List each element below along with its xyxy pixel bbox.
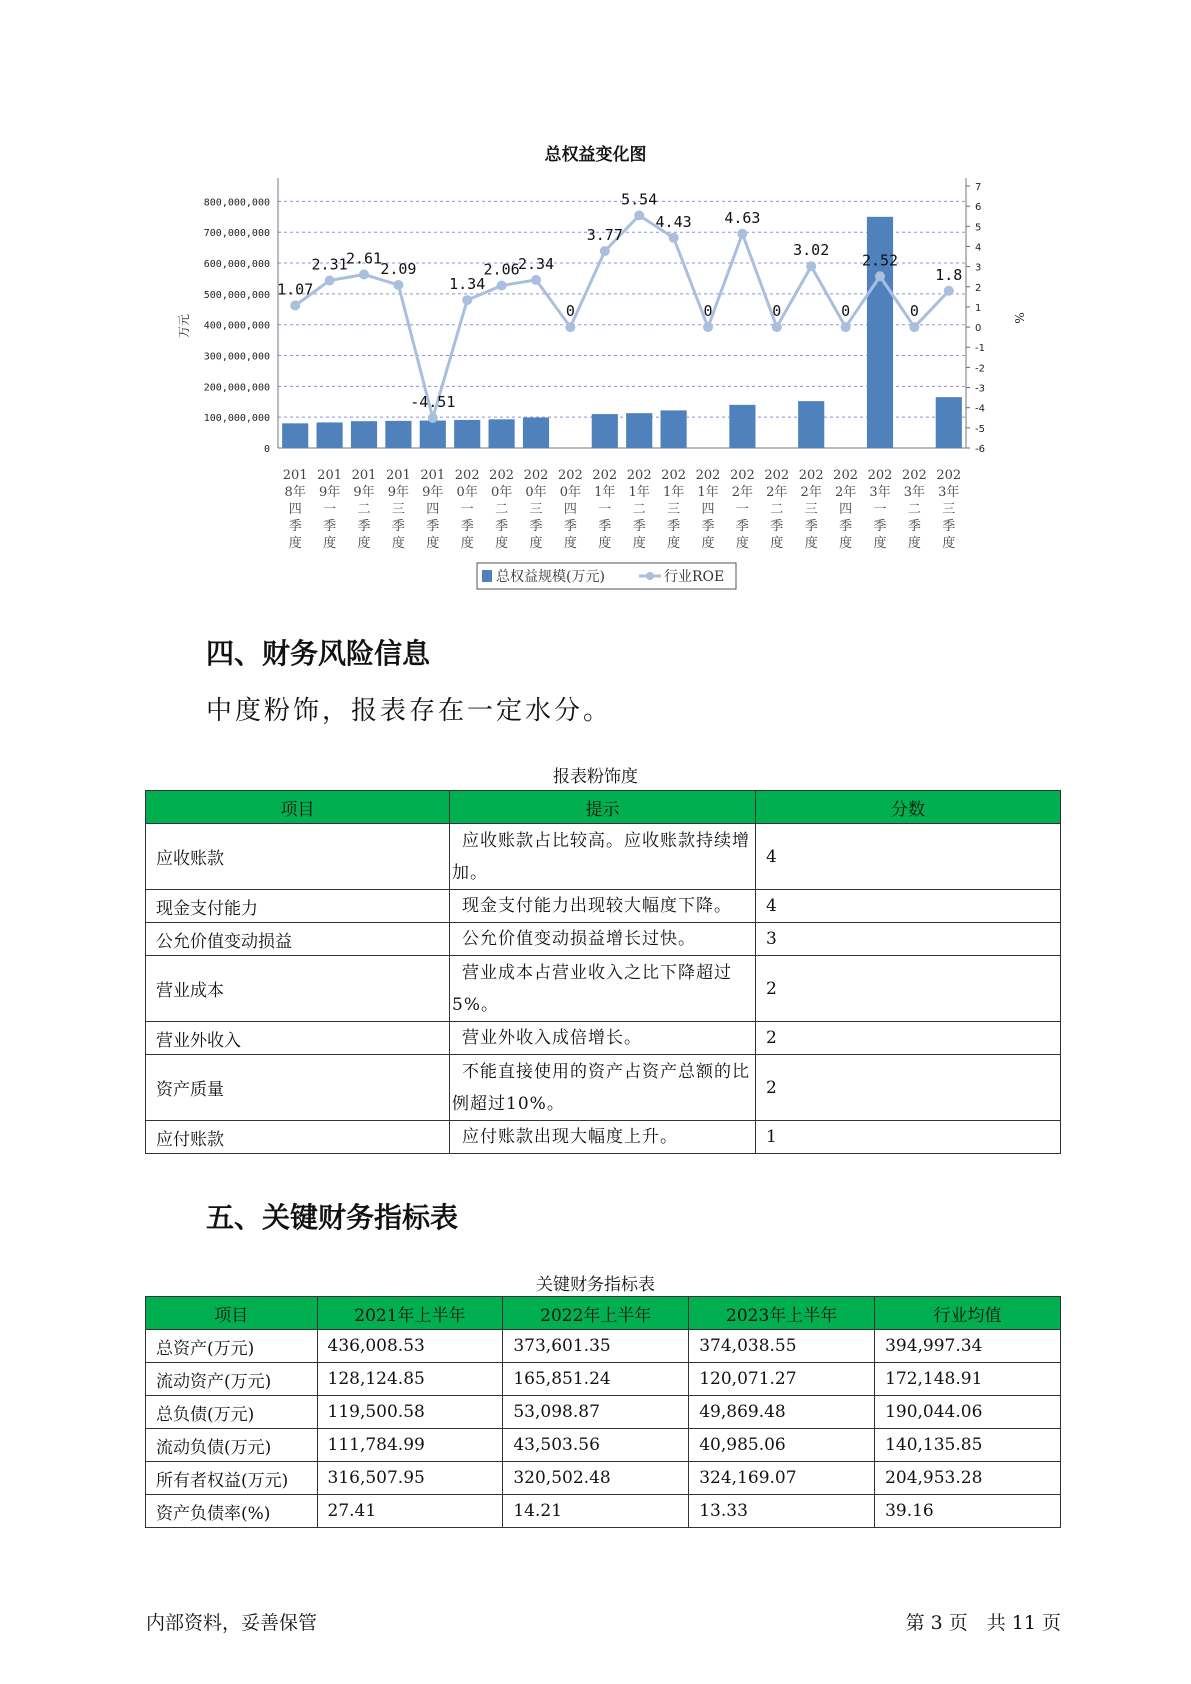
risk-table-row (146, 890, 1061, 923)
roe-data-label: 2.61 (345, 249, 383, 268)
metrics-table-row (146, 1462, 1061, 1495)
x-category-label: 度 (529, 536, 543, 551)
roe-data-label: 4.63 (724, 208, 761, 227)
x-category-label: 度 (357, 536, 371, 551)
x-category-label: 季 (735, 519, 749, 534)
x-category-label: 0年 (559, 485, 582, 500)
x-category-label: 度 (770, 536, 784, 551)
x-category-label: 1年 (594, 485, 616, 500)
roe-data-label: 4.43 (655, 212, 692, 231)
x-category-label: 二 (770, 502, 784, 517)
risk-score-cell: 4 (756, 824, 1061, 890)
x-category-label: 0年 (456, 485, 478, 500)
right-tick-label: -4 (975, 403, 985, 415)
x-category-label: 202 (557, 468, 583, 483)
right-tick-label: -5 (975, 423, 985, 435)
roe-data-label: 2.09 (380, 259, 417, 278)
x-category-label: 季 (907, 519, 921, 534)
roe-point (841, 322, 851, 332)
roe-data-label: 2.52 (861, 251, 899, 270)
x-category-label: 9年 (387, 485, 410, 500)
x-category-label: 季 (632, 519, 646, 534)
right-tick-label: 2 (975, 282, 982, 294)
x-category-label: 9年 (353, 485, 375, 500)
x-category-label: 3年 (938, 485, 960, 500)
x-category-label: 9年 (318, 485, 341, 500)
metric-value-cell: 374,038.55 (689, 1330, 875, 1363)
x-category-label: 季 (460, 519, 474, 534)
metrics-table-row (146, 1495, 1061, 1528)
roe-point (703, 322, 713, 332)
x-category-label: 二 (495, 502, 509, 517)
risk-score-cell: 2 (756, 1022, 1061, 1055)
risk-item-cell: 营业外收入 (146, 1022, 450, 1055)
risk-hint-cell: 现金支付能力出现较大幅度下降。 (450, 890, 756, 923)
x-category-label: 季 (288, 519, 302, 534)
x-category-label: 季 (391, 519, 405, 534)
roe-data-label: 0 (565, 302, 575, 321)
risk-table-header-cell: 分数 (756, 791, 1061, 824)
x-category-label: 202 (695, 468, 721, 483)
risk-table (145, 790, 1061, 1154)
metric-value-cell: 165,851.24 (503, 1363, 689, 1396)
risk-table-header (146, 791, 1061, 824)
roe-point (600, 246, 610, 256)
risk-summary: 中度粉饰，报表存在一定水分。 (206, 696, 613, 726)
roe-data-label: -4.51 (410, 392, 456, 411)
roe-point (669, 233, 679, 243)
risk-table-row (146, 1022, 1061, 1055)
bar (798, 401, 824, 448)
roe-point (634, 210, 644, 220)
left-axis-title: 万元 (177, 313, 191, 339)
metric-value-cell: 320,502.48 (503, 1462, 689, 1495)
x-category-label: 1年 (628, 485, 650, 500)
roe-point (772, 322, 782, 332)
legend-line-marker (646, 572, 654, 580)
risk-table-header-cell: 提示 (450, 791, 756, 824)
x-category-label: 度 (391, 536, 405, 551)
x-category-label: 202 (592, 468, 618, 483)
bar (523, 417, 549, 448)
right-tick-label: 0 (975, 323, 982, 335)
left-tick-label: 100,000,000 (203, 413, 270, 425)
x-category-label: 季 (839, 519, 853, 534)
metric-name-cell: 所有者权益(万元) (146, 1462, 318, 1495)
x-category-label: 度 (701, 536, 715, 551)
x-category-label: 2年 (766, 485, 788, 500)
risk-hint-cell: 应收账款占比较高。应收账款持续增加。 (450, 824, 756, 890)
roe-point (565, 322, 575, 332)
metrics-table-row (146, 1330, 1061, 1363)
risk-item-cell: 应收账款 (146, 824, 450, 890)
x-category-label: 季 (770, 519, 784, 534)
x-category-label: 202 (764, 468, 790, 483)
metric-value-cell: 316,507.95 (317, 1462, 503, 1495)
right-tick-label: 4 (975, 242, 982, 254)
x-category-label: 1年 (697, 485, 719, 500)
metrics-table-row (146, 1396, 1061, 1429)
metric-value-cell: 190,044.06 (875, 1396, 1061, 1429)
right-tick-label: -2 (975, 363, 985, 375)
risk-table-row (146, 1121, 1061, 1154)
x-category-label: 1年 (662, 485, 685, 500)
x-category-label: 度 (563, 536, 577, 551)
metrics-table-row (146, 1429, 1061, 1462)
x-category-label: 三 (391, 502, 405, 517)
bar (385, 421, 411, 448)
risk-hint-cell: 应付账款出现大幅度上升。 (450, 1121, 756, 1154)
bar (317, 422, 343, 448)
risk-item-cell: 公允价值变动损益 (146, 923, 450, 956)
metrics-table-header-cell: 行业均值 (875, 1297, 1061, 1330)
risk-hint-cell: 营业外收入成倍增长。 (450, 1022, 756, 1055)
x-category-label: 202 (798, 468, 824, 483)
roe-point (944, 286, 954, 296)
bar (454, 420, 480, 448)
x-category-label: 一 (873, 502, 887, 517)
x-category-label: 三 (529, 502, 543, 517)
metric-value-cell: 27.41 (317, 1495, 503, 1528)
metric-value-cell: 14.21 (503, 1495, 689, 1528)
metric-value-cell: 13.33 (689, 1495, 875, 1528)
roe-point (737, 229, 747, 239)
bar (626, 413, 652, 448)
bar (420, 421, 446, 448)
metric-value-cell: 120,071.27 (689, 1363, 875, 1396)
x-category-label: 四 (839, 502, 853, 517)
metric-value-cell: 39.16 (875, 1495, 1061, 1528)
x-category-label: 202 (626, 468, 652, 483)
right-axis-title: % (1012, 312, 1026, 324)
x-category-label: 度 (735, 536, 749, 551)
roe-data-label: 0 (772, 302, 782, 321)
roe-point (909, 322, 919, 332)
x-category-label: 202 (729, 468, 755, 483)
roe-data-label: 0 (841, 302, 851, 321)
roe-data-label: 0 (703, 302, 713, 321)
risk-score-cell: 3 (756, 923, 1061, 956)
roe-data-label: 1.07 (277, 280, 314, 299)
x-category-label: 季 (357, 519, 371, 534)
x-category-label: 度 (460, 536, 474, 551)
roe-point (290, 301, 300, 311)
left-tick-label: 300,000,000 (203, 351, 270, 363)
roe-data-label: 3.77 (586, 226, 623, 245)
bar (489, 419, 515, 448)
x-category-label: 季 (495, 519, 509, 534)
x-category-label: 度 (667, 536, 681, 551)
left-tick-label: 600,000,000 (203, 259, 270, 271)
right-tick-label: -3 (975, 383, 985, 395)
x-category-label: 一 (460, 502, 474, 517)
left-tick-label: 0 (263, 444, 270, 455)
x-category-label: 四 (288, 502, 302, 517)
metric-value-cell: 172,148.91 (875, 1363, 1061, 1396)
metrics-table-header-cell: 2023年上半年 (689, 1297, 875, 1330)
x-category-label: 二 (907, 502, 921, 517)
x-category-label: 8年 (284, 485, 306, 500)
roe-data-label: 2.06 (483, 260, 520, 279)
roe-point (806, 261, 816, 271)
left-tick-label: 500,000,000 (203, 289, 270, 301)
metric-name-cell: 总负债(万元) (146, 1396, 318, 1429)
roe-data-label: 2.31 (311, 255, 348, 274)
x-category-label: 三 (804, 502, 818, 517)
right-tick-label: 5 (975, 222, 982, 234)
left-tick-label: 700,000,000 (203, 228, 270, 240)
roe-point (359, 269, 369, 279)
x-category-label: 季 (426, 519, 440, 534)
metric-name-cell: 流动资产(万元) (146, 1363, 318, 1396)
metrics-table (145, 1296, 1061, 1528)
x-category-label: 2年 (731, 485, 754, 500)
x-category-label: 0年 (525, 485, 547, 500)
x-category-label: 季 (873, 519, 887, 534)
metric-value-cell: 43,503.56 (503, 1429, 689, 1462)
x-category-label: 度 (495, 536, 509, 551)
metric-value-cell: 40,985.06 (689, 1429, 875, 1462)
chart-title: 总权益变化图 (544, 145, 647, 165)
metric-value-cell: 49,869.48 (689, 1396, 875, 1429)
x-category-label: 2年 (800, 485, 822, 500)
metric-value-cell: 373,601.35 (503, 1330, 689, 1363)
right-tick-label: 3 (975, 262, 982, 274)
equity-change-chart (0, 0, 1191, 600)
x-category-label: 度 (804, 536, 818, 551)
x-category-label: 201 (351, 468, 377, 483)
metrics-table-header-cell: 项目 (146, 1297, 318, 1330)
bar (351, 421, 377, 448)
x-category-label: 季 (563, 519, 577, 534)
x-category-label: 202 (867, 468, 893, 483)
x-category-label: 季 (667, 519, 681, 534)
footer-page-number: 第 3 页 共 11 页 (905, 1612, 1061, 1634)
x-category-label: 三 (667, 502, 681, 517)
roe-point (875, 271, 885, 281)
metric-value-cell: 53,098.87 (503, 1396, 689, 1429)
x-category-label: 9年 (422, 485, 444, 500)
metric-value-cell: 111,784.99 (317, 1429, 503, 1462)
x-category-label: 度 (873, 536, 887, 551)
x-category-label: 季 (701, 519, 715, 534)
metrics-table-header (146, 1297, 1061, 1330)
roe-data-label: 2.34 (517, 254, 555, 273)
x-category-label: 一 (323, 502, 337, 517)
roe-point (531, 275, 541, 285)
x-category-label: 201 (282, 468, 308, 483)
risk-item-cell: 现金支付能力 (146, 890, 450, 923)
risk-score-cell: 2 (756, 956, 1061, 1022)
x-category-label: 季 (529, 519, 543, 534)
x-category-label: 季 (804, 519, 818, 534)
risk-score-cell: 1 (756, 1121, 1061, 1154)
bar (936, 397, 962, 448)
right-tick-label: -1 (975, 343, 985, 355)
risk-hint-cell: 公允价值变动损益增长过快。 (450, 923, 756, 956)
x-category-label: 202 (901, 468, 927, 483)
risk-hint-cell: 营业成本占营业收入之比下降超过5%。 (450, 956, 756, 1022)
legend-line-label: 行业ROE (664, 569, 725, 585)
x-category-label: 度 (907, 536, 921, 551)
roe-point (497, 281, 507, 291)
roe-data-label: 3.02 (793, 241, 830, 260)
x-category-label: 201 (317, 468, 343, 483)
bar (661, 410, 687, 448)
risk-item-cell: 应付账款 (146, 1121, 450, 1154)
roe-point (393, 280, 403, 290)
roe-point (462, 295, 472, 305)
roe-data-label: 5.54 (621, 190, 658, 209)
x-category-label: 度 (632, 536, 646, 551)
left-tick-label: 400,000,000 (203, 320, 270, 332)
x-category-label: 季 (323, 519, 337, 534)
x-category-label: 季 (598, 519, 612, 534)
bar (729, 405, 755, 448)
roe-data-label: 0 (909, 302, 919, 321)
risk-table-row (146, 923, 1061, 956)
x-category-label: 202 (489, 468, 515, 483)
x-category-label: 度 (426, 536, 440, 551)
risk-table-row (146, 824, 1061, 890)
x-category-label: 四 (701, 502, 715, 517)
metric-name-cell: 资产负债率(%) (146, 1495, 318, 1528)
metrics-table-header-cell: 2022年上半年 (503, 1297, 689, 1330)
x-category-label: 度 (323, 536, 337, 551)
left-tick-label: 800,000,000 (203, 197, 270, 209)
risk-table-row (146, 956, 1061, 1022)
risk-item-cell: 营业成本 (146, 956, 450, 1022)
right-tick-label: 7 (975, 182, 982, 193)
risk-item-cell: 资产质量 (146, 1055, 450, 1121)
section5-heading: 五、关键财务指标表 (206, 1201, 459, 1234)
x-category-label: 四 (563, 502, 577, 517)
metric-value-cell: 436,008.53 (317, 1330, 503, 1363)
footer-confidential: 内部资料，妥善保管 (146, 1612, 318, 1634)
right-tick-label: 1 (975, 302, 982, 314)
legend-bar-swatch (482, 570, 492, 582)
risk-score-cell: 4 (756, 890, 1061, 923)
x-category-label: 3年 (869, 485, 891, 500)
roe-line (295, 212, 949, 418)
risk-table-header-cell: 项目 (146, 791, 450, 824)
bar (282, 423, 308, 448)
roe-point (325, 276, 335, 286)
x-category-label: 202 (454, 468, 480, 483)
right-tick-label: 6 (975, 202, 982, 214)
metric-value-cell: 324,169.07 (689, 1462, 875, 1495)
metric-name-cell: 总资产(万元) (146, 1330, 318, 1363)
metric-value-cell: 140,135.85 (875, 1429, 1061, 1462)
metric-name-cell: 流动负债(万元) (146, 1429, 318, 1462)
x-category-label: 二 (357, 502, 371, 517)
metric-value-cell: 119,500.58 (317, 1396, 503, 1429)
metric-value-cell: 204,953.28 (875, 1462, 1061, 1495)
x-category-label: 季 (942, 519, 956, 534)
x-category-label: 201 (385, 468, 411, 483)
x-category-label: 2年 (834, 485, 857, 500)
x-category-label: 度 (942, 536, 956, 551)
metric-value-cell: 128,124.85 (317, 1363, 503, 1396)
x-category-label: 3年 (903, 485, 926, 500)
x-category-label: 202 (833, 468, 859, 483)
bar (592, 414, 618, 448)
x-category-label: 201 (420, 468, 446, 483)
metric-value-cell: 394,997.34 (875, 1330, 1061, 1363)
risk-table-caption: 报表粉饰度 (553, 767, 638, 787)
x-category-label: 202 (936, 468, 962, 483)
roe-point (428, 413, 438, 423)
risk-hint-cell: 不能直接使用的资产占资产总额的比例超过10%。 (450, 1055, 756, 1121)
metrics-table-row (146, 1363, 1061, 1396)
legend-bar-label: 总权益规模(万元) (496, 569, 605, 585)
x-category-label: 三 (942, 502, 956, 517)
risk-table-row (146, 1055, 1061, 1121)
x-category-label: 度 (839, 536, 853, 551)
metrics-table-caption: 关键财务指标表 (536, 1275, 655, 1295)
risk-score-cell: 2 (756, 1055, 1061, 1121)
x-category-label: 度 (288, 536, 302, 551)
x-category-label: 度 (598, 536, 612, 551)
metrics-table-header-cell: 2021年上半年 (317, 1297, 503, 1330)
section4-heading: 四、财务风险信息 (206, 637, 431, 670)
x-category-label: 二 (632, 502, 646, 517)
right-tick-label: -6 (975, 444, 985, 455)
x-category-label: 四 (426, 502, 440, 517)
left-tick-label: 200,000,000 (203, 382, 270, 394)
x-category-label: 202 (523, 468, 549, 483)
x-category-label: 一 (598, 502, 612, 517)
roe-data-label: 1.34 (449, 275, 486, 294)
roe-data-label: 1.8 (935, 265, 963, 284)
x-category-label: 一 (735, 502, 749, 517)
x-category-label: 0年 (490, 485, 513, 500)
x-category-label: 202 (661, 468, 687, 483)
